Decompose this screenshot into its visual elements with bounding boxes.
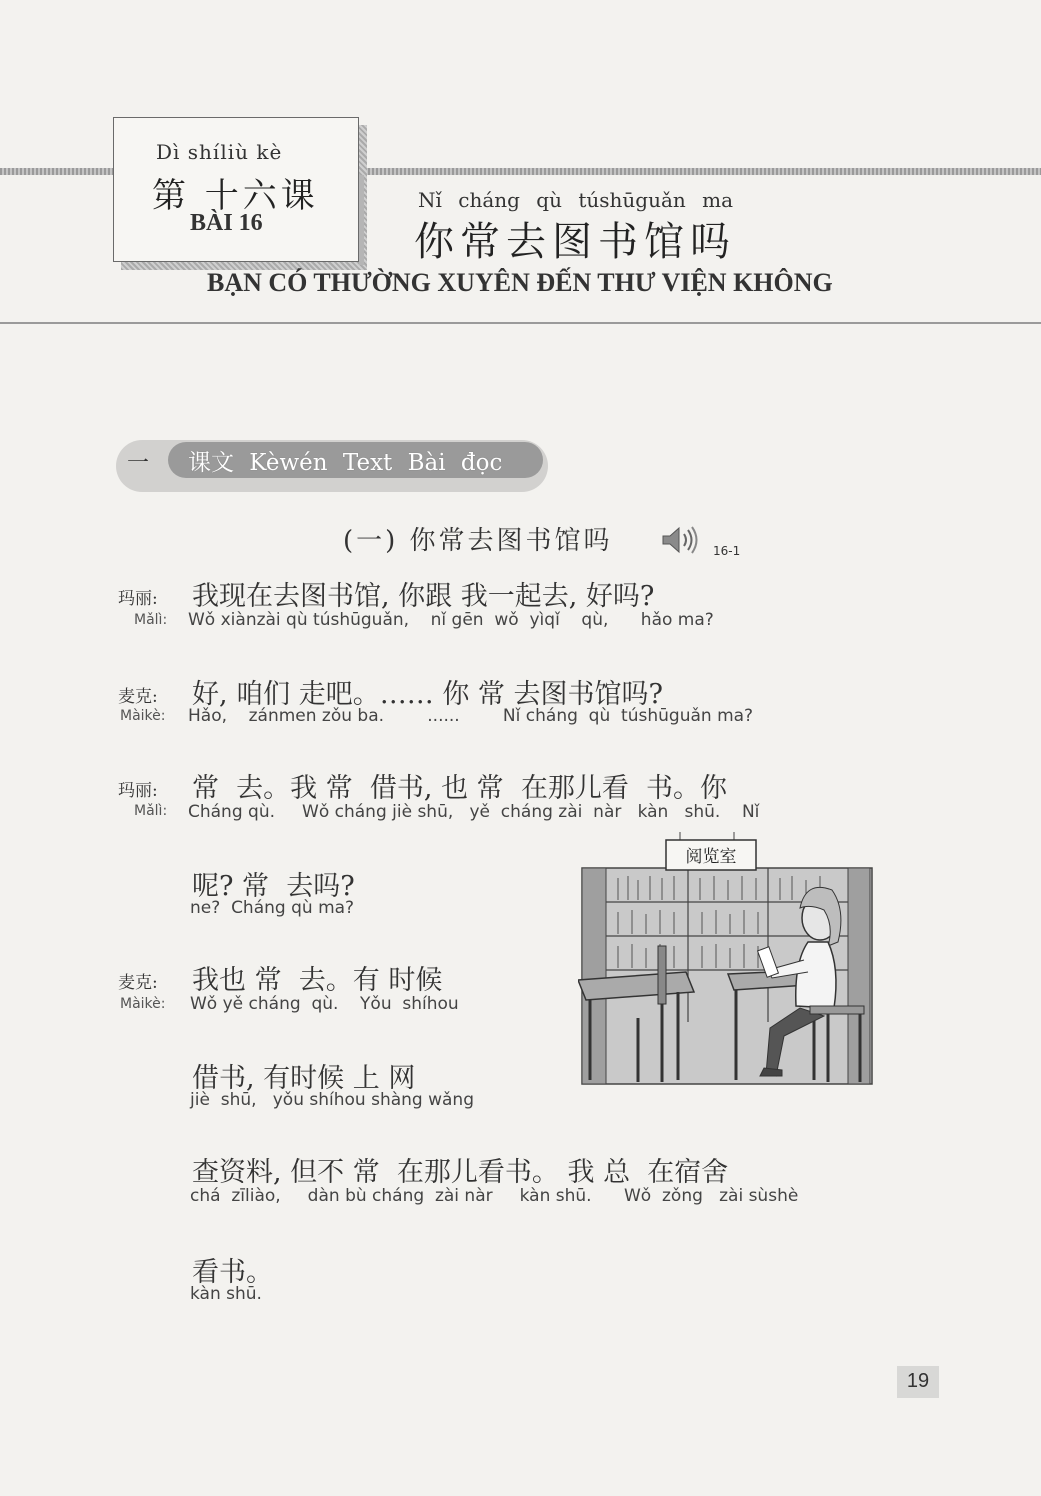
dialogue-line-hanzi: 好, 咱们 走吧。…… 你 常 去图书馆吗? bbox=[192, 679, 663, 710]
header-divider bbox=[359, 175, 364, 265]
speaker-name-hanzi: 麦克: bbox=[118, 687, 158, 707]
lesson-number-pinyin: Dì shíliù kè bbox=[156, 140, 283, 164]
dialogue-line-pinyin: Hǎo, zánmen zǒu ba. ...... Nǐ cháng qù túshūguǎn ma? bbox=[188, 706, 754, 726]
speaker-name-hanzi: 玛丽: bbox=[118, 781, 158, 801]
dialogue-line-hanzi: 查资料, 但不 常 在那儿看书。 我 总 在宿舍 bbox=[192, 1157, 729, 1188]
dialogue-title: (一) 你常去图书馆吗 bbox=[343, 526, 613, 556]
room-sign: 阅览室 bbox=[685, 847, 737, 867]
speaker-name-pinyin: Màikè: bbox=[120, 996, 166, 1012]
dialogue-line-hanzi: 常 去。我 常 借书, 也 常 在那儿看 书。你 bbox=[192, 773, 727, 804]
section-number: 一 bbox=[127, 451, 150, 476]
lesson-title-vietnamese: BẠN CÓ THƯỜNG XUYÊN ĐẾN THƯ VIỆN KHÔNG bbox=[207, 268, 833, 297]
speaker-name-hanzi: 麦克: bbox=[118, 973, 158, 993]
dialogue-line-pinyin: Wǒ yě cháng qù. Yǒu shíhou bbox=[190, 994, 459, 1014]
speaker-name-pinyin: Mǎlì: bbox=[134, 612, 168, 628]
header-bottom-rule bbox=[0, 322, 1041, 324]
reading-room-illustration bbox=[578, 832, 874, 1088]
dialogue-line-pinyin: ne? Cháng qù ma? bbox=[190, 898, 355, 918]
section-label: 课文 Kèwén Text Bài đọc bbox=[188, 450, 503, 476]
dialogue-line-pinyin: Cháng qù. Wǒ cháng jiè shū, yě cháng zài nàr kàn shū. Nǐ bbox=[188, 802, 760, 822]
dialogue-line-pinyin: chá zīliào, dàn bù cháng zài nàr kàn shū. Wǒ zǒng zài sùshè bbox=[190, 1186, 799, 1206]
dialogue-line-hanzi: 呢? 常 去吗? bbox=[192, 871, 355, 902]
dialogue-line-pinyin: Wǒ xiànzài qù túshūguǎn, nǐ gēn wǒ yìqǐ qù, hǎo ma? bbox=[188, 610, 714, 630]
audio-track-number: 16-1 bbox=[713, 544, 741, 558]
dialogue-line-hanzi: 我也 常 去。有 时候 bbox=[192, 965, 443, 996]
speaker-icon[interactable] bbox=[660, 524, 700, 556]
lesson-number-hanzi: 第 十六课 bbox=[152, 176, 319, 216]
speaker-name-hanzi: 玛丽: bbox=[118, 589, 158, 609]
lesson-title-pinyin: Nǐ cháng qù túshūguǎn ma bbox=[418, 188, 734, 212]
dialogue-line-hanzi: 借书, 有时候 上 网 bbox=[192, 1063, 416, 1094]
dialogue-line-pinyin: jiè shū, yǒu shíhou shàng wǎng bbox=[190, 1090, 474, 1110]
speaker-name-pinyin: Màikè: bbox=[120, 708, 166, 724]
page-number: 19 bbox=[906, 1370, 930, 1392]
dialogue-line-hanzi: 我现在去图书馆, 你跟 我一起去, 好吗? bbox=[192, 581, 655, 612]
lesson-number-vietnamese: BÀI 16 bbox=[190, 210, 263, 236]
dialogue-line-hanzi: 看书。 bbox=[192, 1257, 273, 1288]
lesson-title-hanzi: 你常去图书馆吗 bbox=[414, 219, 736, 265]
dialogue-line-pinyin: kàn shū. bbox=[190, 1284, 262, 1304]
speaker-name-pinyin: Mǎlì: bbox=[134, 803, 168, 819]
